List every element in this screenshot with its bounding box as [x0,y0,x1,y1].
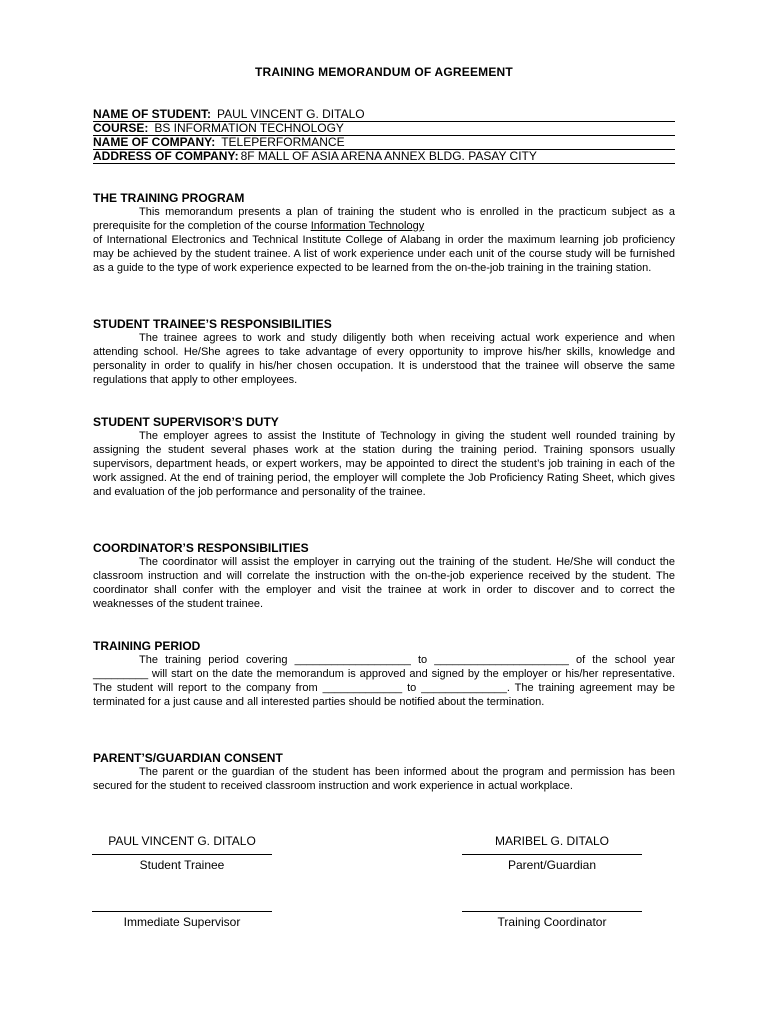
coordinator-responsibilities-p: The coordinator will assist the employer in carrying out the training of the student. He/She will conduct the classroom instruction and will correlate the instruction with the on-the-job experience received by the student. The coordinator shall confer with the employer and visit the trainee at work in order to discover and to correct the weaknesses of the student trainee. [93,556,675,610]
training-program-heading: THE TRAINING PROGRAM [93,191,245,205]
course-row [93,122,675,136]
coordinator-signature-line [462,911,642,912]
coordinator-responsibilities-heading: COORDINATOR’S RESPONSIBILITIES [93,541,309,555]
student-trainee-signature [92,834,272,872]
company-name-value: TELEPERFORMANCE [221,135,345,149]
document-title: TRAINING MEMORANDUM OF AGREEMENT [255,65,513,79]
student-name-label: NAME OF STUDENT: [93,107,211,121]
student-trainee-signature-line [92,854,272,855]
guardian-consent-p: The parent or the guardian of the student has been informed about the program and permission has been secured for the student to received classroom instruction and work experience in actual workplace. [93,766,675,792]
training-program-text [93,205,675,275]
guardian-name: MARIBEL G. DITALO [494,834,610,848]
student-name-value: PAUL VINCENT G. DITALO [217,107,365,121]
company-name-label: NAME OF COMPANY: [93,135,216,149]
guardian-signature [462,834,642,872]
course-value: BS INFORMATION TECHNOLOGY [154,121,344,135]
trainee-responsibilities-p: The trainee agrees to work and study diligently both when receiving actual work experience and when attending school. He/She agrees to take advantage of every opportunity to improve his/her skills, knowledge and personality in order to qualify in his/her chosen occupation. It is understood that the trainee will observe the same regulations that apply to other employees. [93,332,675,386]
coordinator-signature [462,891,642,929]
company-name-row [93,136,675,150]
course-label: COURSE: [93,121,149,135]
student-trainee-name: PAUL VINCENT G. DITALO [108,834,256,848]
trainee-responsibilities-heading: STUDENT TRAINEE’S RESPONSIBILITIES [93,317,332,331]
student-name-row [93,108,675,122]
coordinator-responsibilities-text [93,555,675,611]
student-trainee-role: Student Trainee [139,858,225,872]
training-period-p: The training period covering ___________________ to ______________________ of the school year _________ will start on the date the memorandum is approved and signed by the employer or his/her representative. The student will report to the company from _____________ to ______________. The training agreement may be terminated for a just cause and all interested parties should be notified about the termination. [93,654,675,708]
course-underlined: Information Technology [310,220,425,232]
company-address-value: 8F MALL OF ASIA ARENA ANNEX BLDG. PASAY CITY [240,149,537,163]
supervisor-duty-text [93,429,675,499]
training-program-p1: This memorandum presents a plan of training the student who is enrolled in the practicum subject as a prerequisite for the completion of the course [93,206,675,232]
guardian-role: Parent/Guardian [507,858,597,872]
supervisor-duty-heading: STUDENT SUPERVISOR’S DUTY [93,415,279,429]
company-address-label: ADDRESS OF COMPANY: [93,149,239,163]
guardian-consent-heading: PARENT’S/GUARDIAN CONSENT [93,751,283,765]
training-program-p2: of International Electronics and Technical Institute College of Alabang in order the maximum learning job proficiency may be achieved by the student trainee. A list of work experience under each unit of the course study will be furnished as a guide to the type of work experience expected to be learned from the on-the-job training in the training station. [93,234,675,274]
guardian-signature-line [462,854,642,855]
coordinator-role: Training Coordinator [497,915,607,929]
training-period-heading: TRAINING PERIOD [93,639,201,653]
trainee-responsibilities-text [93,331,675,387]
training-period-text [93,653,675,709]
supervisor-duty-p: The employer agrees to assist the Institute of Technology in giving the student well rounded training by assigning the student several phases work at the station during the training period. Training sponsors usually supervisors, department heads, or expert workers, may be appointed to direct the student’s job training in each of the work assigned. At the end of training period, the employer will complete the Job Proficiency Rating Sheet, which gives and evaluation of the job performance and personality of the trainee. [93,430,675,498]
supervisor-signature-line [92,911,272,912]
supervisor-role: Immediate Supervisor [123,915,241,929]
supervisor-signature [92,891,272,929]
company-address-row [93,150,675,164]
guardian-consent-text [93,765,675,793]
